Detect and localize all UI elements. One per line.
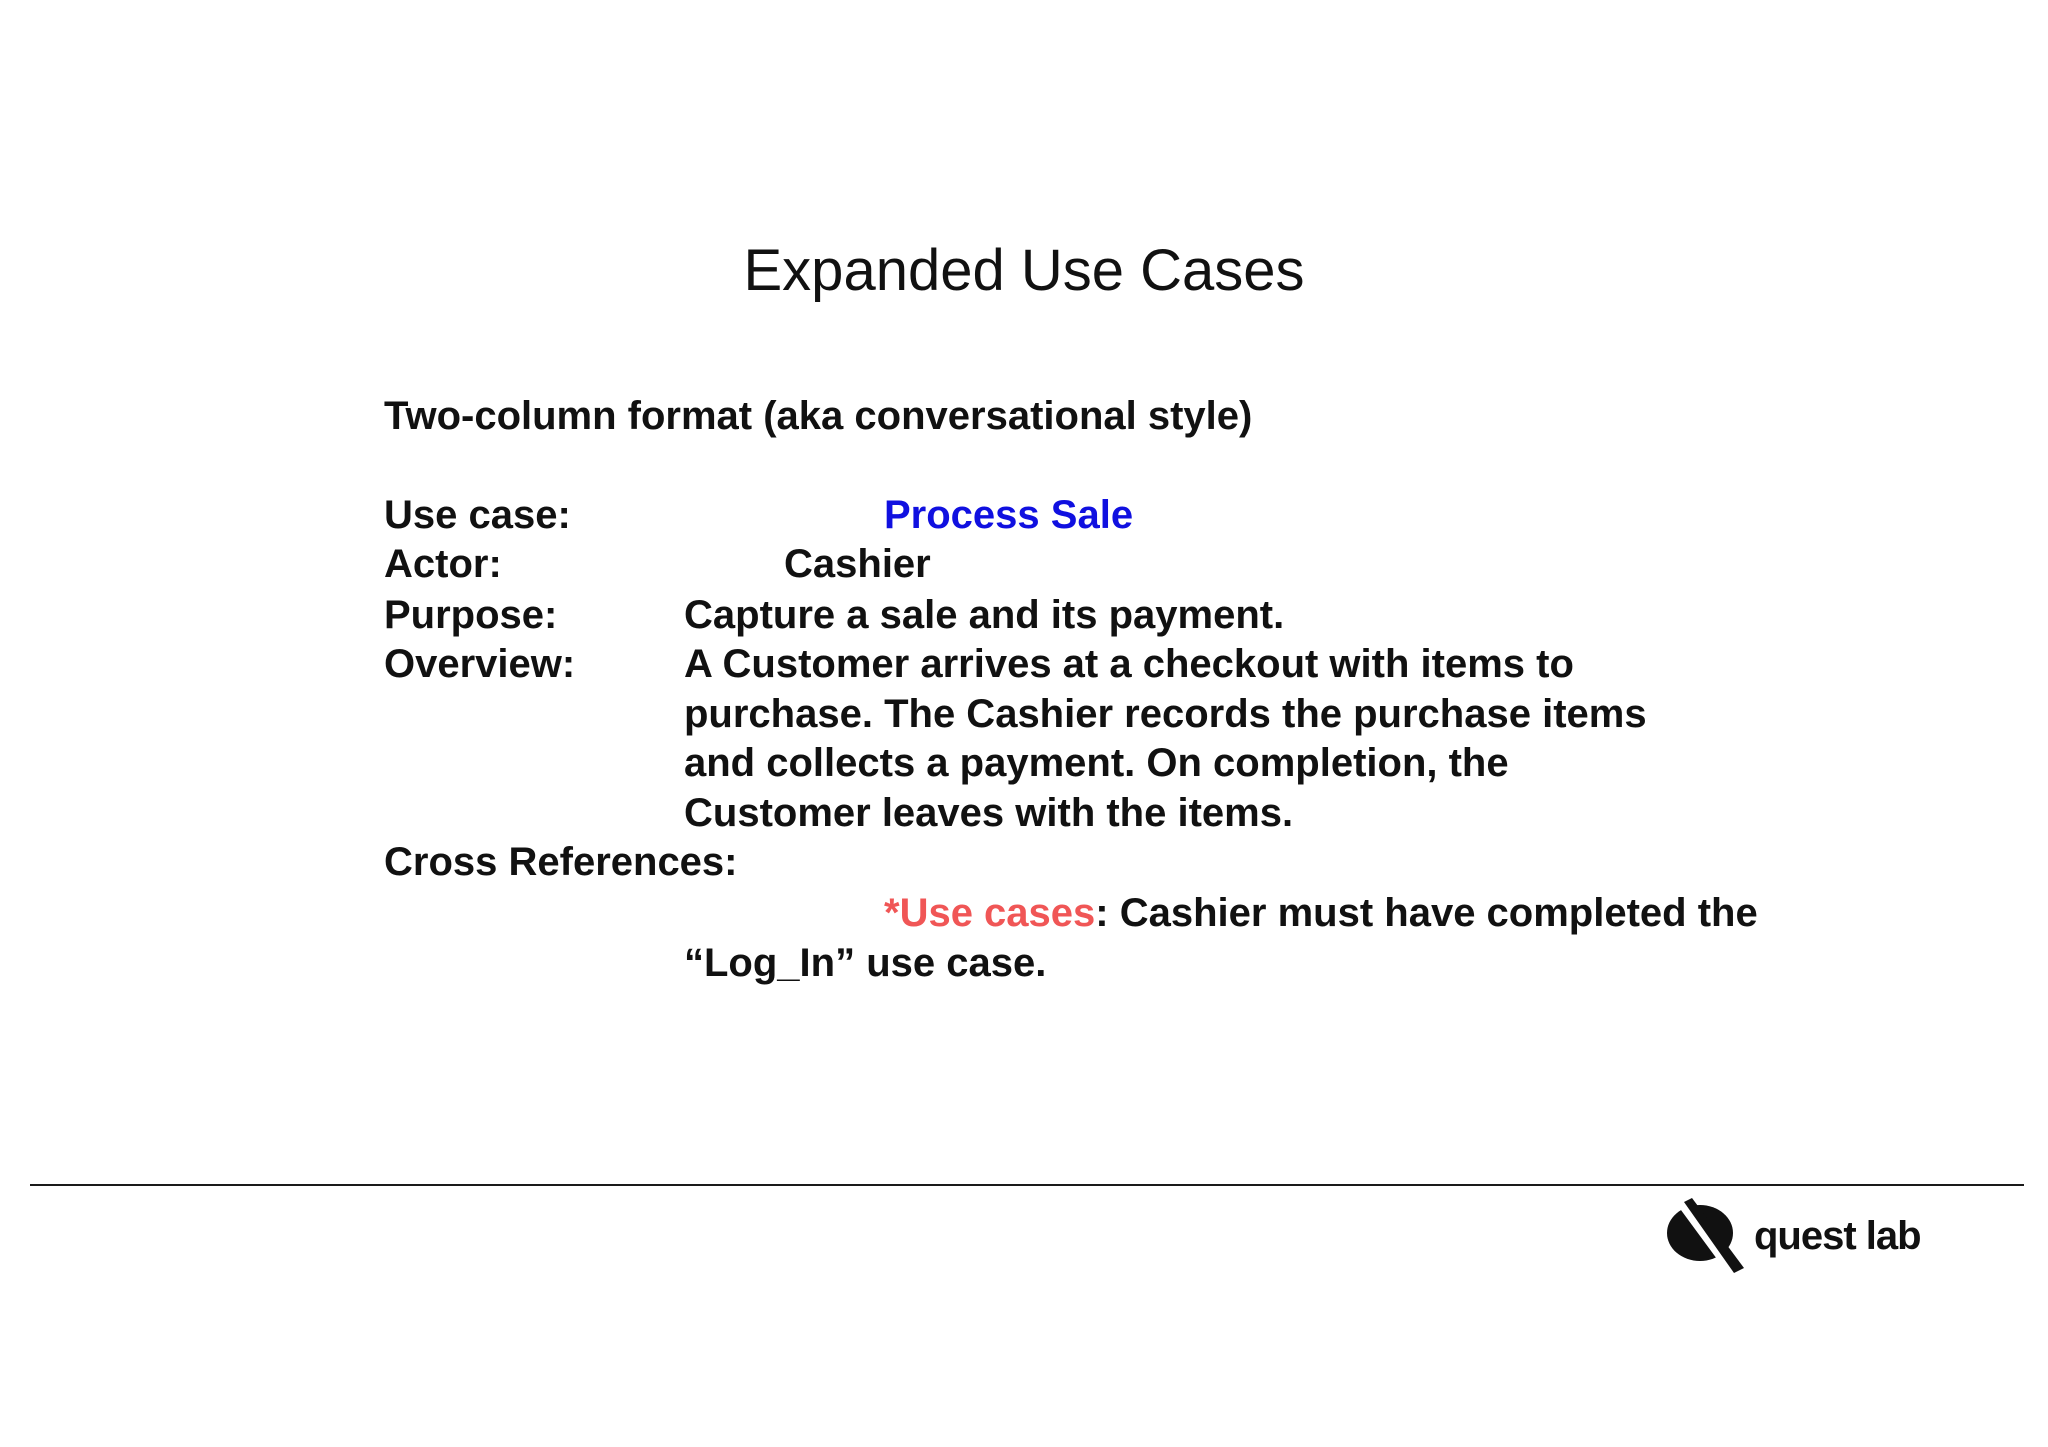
footer-divider [30,1184,2024,1186]
quest-lab-logo-mark-icon [1664,1196,1746,1276]
overview-label: Overview: [384,642,576,686]
actor-label: Actor: [384,542,502,586]
purpose-value: Capture a sale and its payment. [684,593,1285,637]
cross-references-text: : Cashier must have completed the [1095,891,1758,935]
cross-references-entry [884,889,1758,937]
actor-value: Cashier [784,542,931,586]
overview-line: Customer leaves with the items. [684,791,1294,835]
overview-line: and collects a payment. On completion, the [684,741,1509,785]
purpose-label: Purpose: [384,593,558,637]
format-subtitle: Two-column format (aka conversational style) [384,394,1253,438]
logo-text: quest lab [1754,1214,1921,1258]
cross-references-highlight: *Use cases [884,891,1096,935]
quest-lab-logo [1664,1196,1921,1276]
cross-references-label: Cross References: [384,840,738,884]
use-case-value: Process Sale [884,493,1134,537]
overview-line: A Customer arrives at a checkout with items to [684,642,1574,686]
overview-line: purchase. The Cashier records the purchase items [684,692,1647,736]
use-case-label: Use case: [384,493,571,537]
cross-references-line: “Log_In” use case. [684,941,1047,985]
slide-title: Expanded Use Cases [743,238,1305,303]
